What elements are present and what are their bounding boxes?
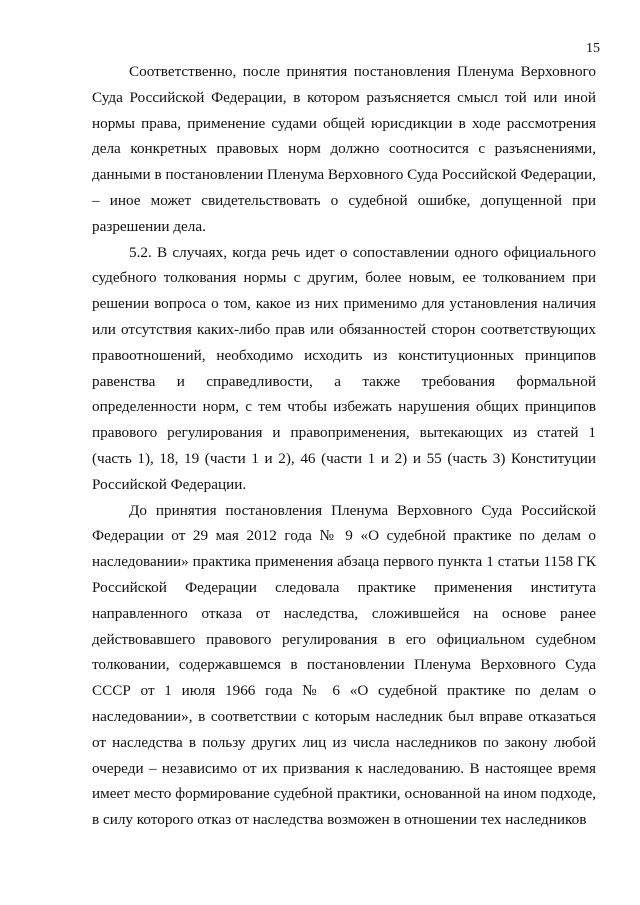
paragraph-2: 5.2. В случаях, когда речь идет о сопоставлении одного официального судебного толкования нормы с другим, более новым, ее толкованием при решении вопроса о том, какое из них применимо для установления наличия или отсутствия каких-либо прав или обязанностей сторон соответствующих правоотношений, необходимо исходить из конституционных принципов равенства и справедливости, а также требования формальной определенности норм, с тем чтобы избежать нарушения общих принципов правового регулирования и правоприменения, вытекающих из статей 1 (часть 1), 18, 19 (части 1 и 2), 46 (части 1 и 2) и 55 (часть 3) Конституции Российской Федерации. [92,243,596,493]
document-body [92,59,596,833]
paragraph-1: Соответственно, после принятия постановления Пленума Верховного Суда Российской Федерации, в котором разъясняется смысл той или иной нормы права, применение судами общей юрисдикции в ходе рассмотрения дела конкретных правовых норм должно соотносится с разъяснениями, данными в постановлении Пленума Верховного Суда Российской Федерации, – иное может свидетельствовать о судебной ошибке, допущенной при разрешении дела. [92,63,596,235]
page-number: 15 [586,41,600,56]
paragraph-3: До принятия постановления Пленума Верховного Суда Российской Федерации от 29 мая 2012 года № 9 «О судебной практике по делам о наследовании» практика применения абзаца первого пункта 1 статьи 1158 ГК Российской Федерации следовала практике применения института направленного отказа от наследства, сложившейся на основе ранее действовавшего правового регулирования в его официальном судебном толковании, содержавшемся в постановлении Пленума Верховного Суда СССР от 1 июля 1966 года № 6 «О судебной практике по делам о наследовании», в соответствии с которым наследник был вправе отказаться от наследства в пользу других лиц из числа наследников по закону любой очереди – независимо от их призвания к наследованию. В настоящее время имеет место формирование судебной практики, основанной на ином подходе, в силу которого отказ от наследства возможен в отношении тех наследников [92,501,596,829]
